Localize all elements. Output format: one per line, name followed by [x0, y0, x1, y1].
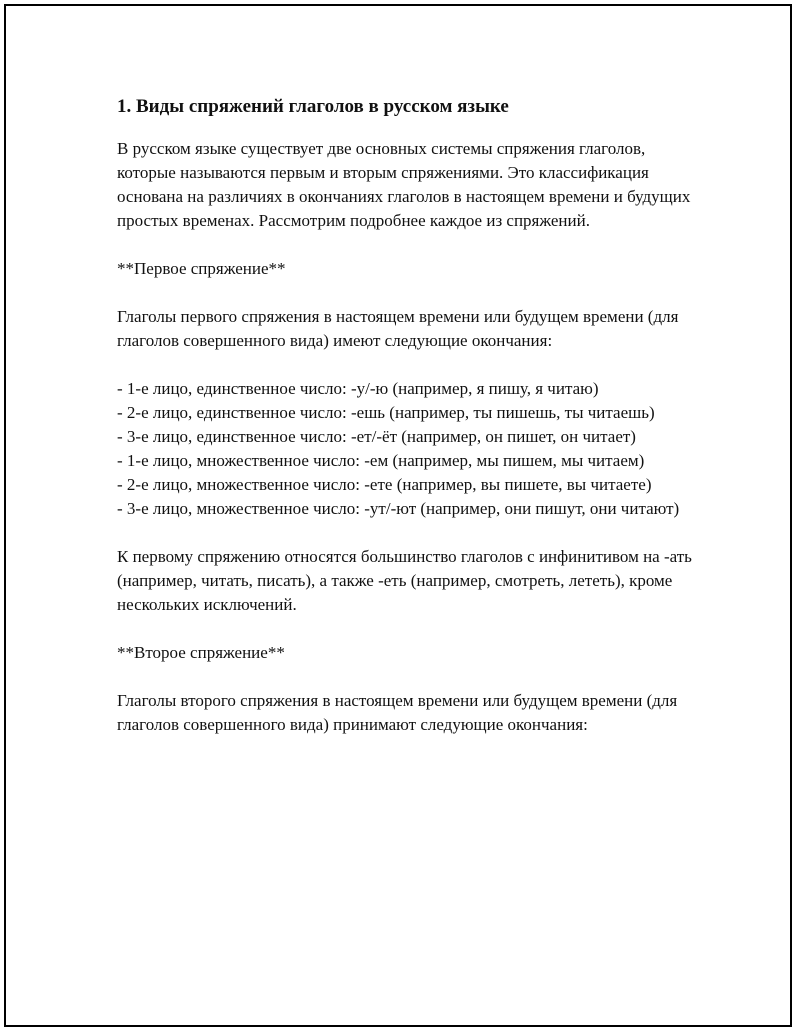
list-item: - 2-е лицо, множественное число: -ете (например, вы пишете, вы читаете) [117, 475, 652, 494]
second-conjugation-description: Глаголы второго спряжения в настоящем времени или будущем времени (для глаголов совершенного вида) принимают следующие окончания: [117, 691, 678, 734]
intro-paragraph: В русском языке существует две основных системы спряжения глаголов, которые называются первым и вторым спряжениями. Это классификация основана на различиях в окончаниях глаголов в настоящем времени и будущих простых временах. Рассмотрим подробнее каждое из спряжений. [117, 139, 691, 230]
list-item: - 3-е лицо, множественное число: -ут/-ют (например, они пишут, они читают) [117, 499, 680, 518]
list-item: - 1-е лицо, единственное число: -у/-ю (например, я пишу, я читаю) [117, 379, 599, 398]
list-item: - 1-е лицо, множественное число: -ем (например, мы пишем, мы читаем) [117, 451, 645, 470]
section-heading: 1. Виды спряжений глаголов в русском языке [117, 96, 509, 117]
list-item: - 2-е лицо, единственное число: -ешь (например, ты пишешь, ты читаешь) [117, 403, 655, 422]
first-conjugation-title: **Первое спряжение** [117, 259, 286, 278]
second-conjugation-title: **Второе спряжение** [117, 643, 285, 662]
list-item: - 3-е лицо, единственное число: -ет/-ёт (например, он пишет, он читает) [117, 427, 636, 446]
first-conjugation-scope: К первому спряжению относятся большинство глаголов с инфинитивом на -ать (например, читать, писать), а также -еть (например, смотреть, лететь), кроме нескольких исключений. [117, 547, 692, 614]
first-conjugation-endings-list [117, 377, 697, 521]
first-conjugation-description: Глаголы первого спряжения в настоящем времени или будущем времени (для глаголов совершенного вида) имеют следующие окончания: [117, 307, 679, 350]
document-body [117, 92, 697, 761]
